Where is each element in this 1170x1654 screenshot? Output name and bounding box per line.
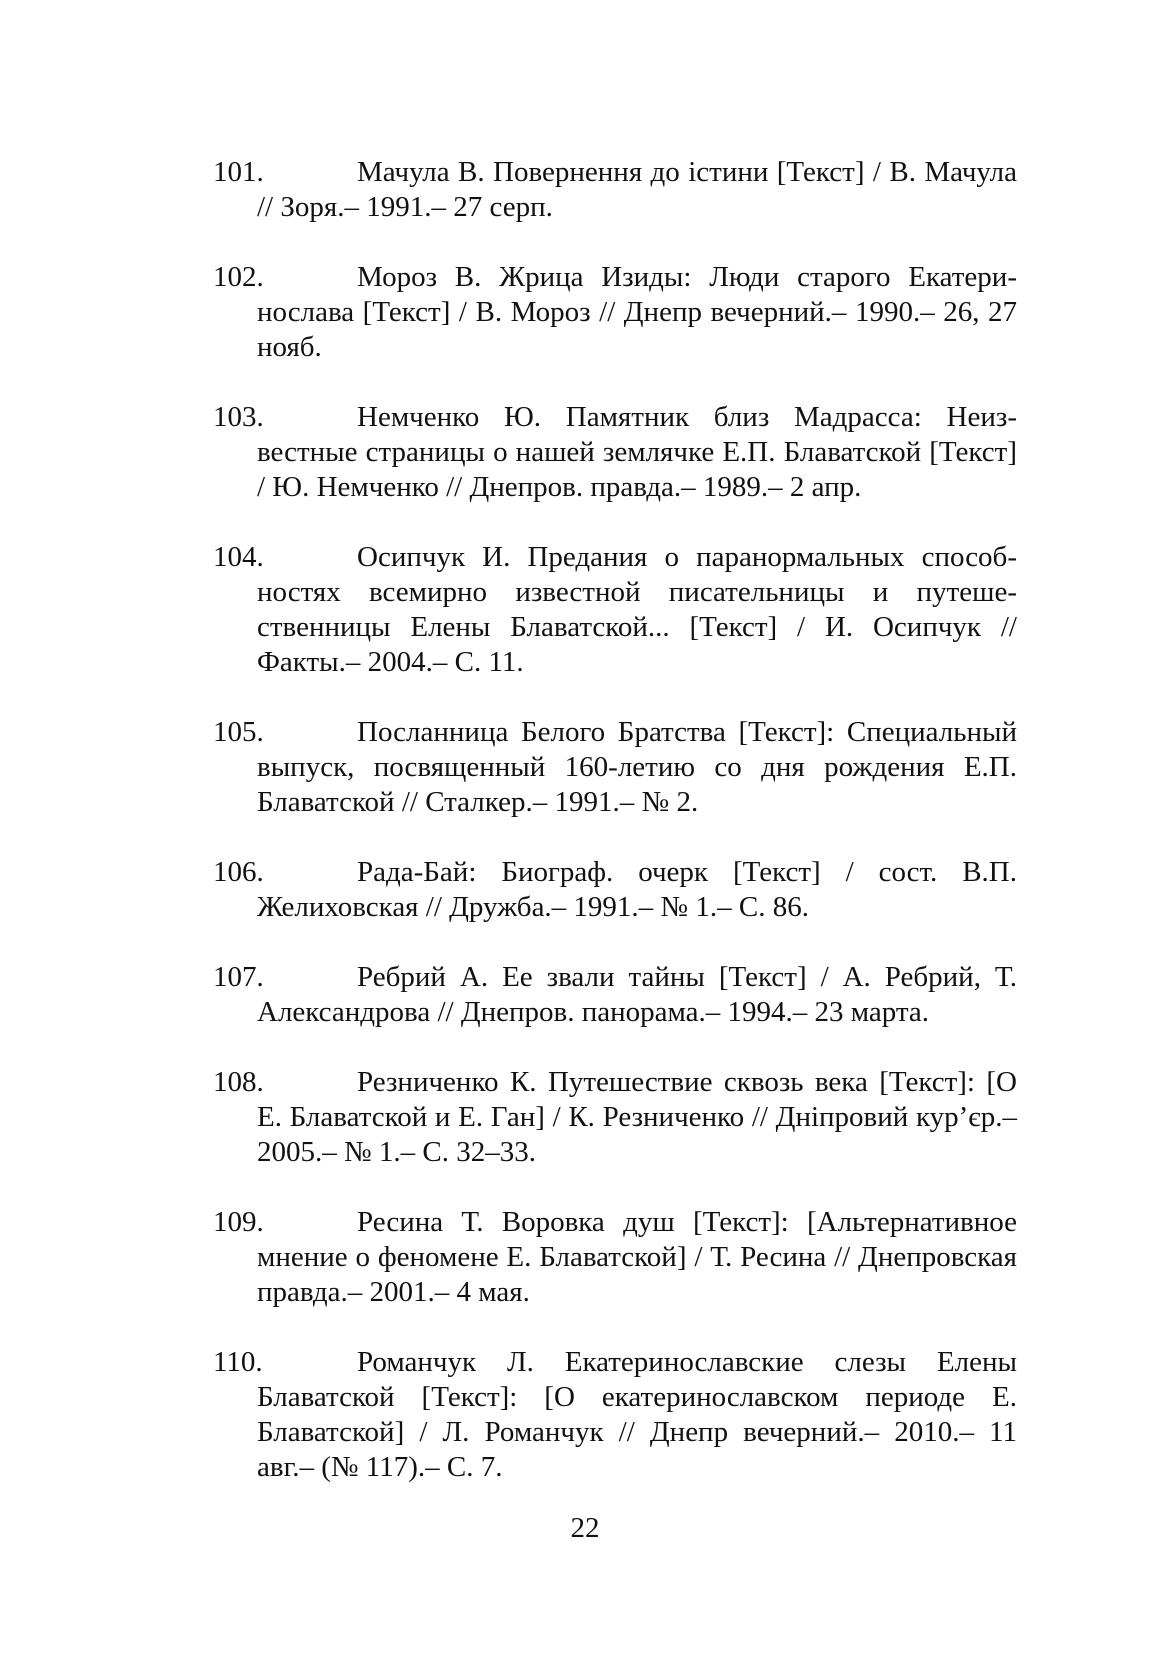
entry-number: 106. xyxy=(213,856,264,888)
bibliography-list xyxy=(213,155,1017,1520)
bibliography-entry xyxy=(213,715,1017,820)
entry-number: 101. xyxy=(213,156,264,188)
entry-number: 109. xyxy=(213,1206,264,1238)
entry-number: 110. xyxy=(213,1346,263,1378)
bibliography-entry xyxy=(213,260,1017,365)
entry-text: Немченко Ю. Памятник близ Мадрасса: Неизвестные страницы о нашей землячке Е.П. Блаватской [Текст] / Ю. Немченко // Днепров. правда.– 1989.– 2 апр. xyxy=(257,401,1017,503)
entry-number: 107. xyxy=(213,961,264,993)
bibliography-entry xyxy=(213,960,1017,1030)
entry-text: Рада-Бай: Биограф. очерк [Текст] / сост. В.П. Желиховская // Дружба.– 1991.– № 1.– С. 86. xyxy=(257,856,1017,923)
entry-number: 104. xyxy=(213,541,264,573)
entry-text: Мороз В. Жрица Изиды: Люди старого Екатеринослава [Текст] / В. Мороз // Днепр вечерний.– 1990.– 26, 27 нояб. xyxy=(257,261,1017,363)
bibliography-entry xyxy=(213,855,1017,925)
entry-number: 108. xyxy=(213,1066,264,1098)
bibliography-entry xyxy=(213,1205,1017,1310)
entry-text: Посланница Белого Братства [Текст]: Специальный выпуск, посвященный 160-летию со дня рождения Е.П. Блаватской // Сталкер.– 1991.– № 2. xyxy=(257,716,1017,818)
bibliography-entry xyxy=(213,540,1017,680)
entry-number: 105. xyxy=(213,716,264,748)
entry-text: Осипчук И. Предания о паранормальных способностях всемирно известной писательницы и путешественницы Елены Блаватской... [Текст] / И. Осипчук // Факты.– 2004.– С. 11. xyxy=(257,541,1017,678)
entry-number: 103. xyxy=(213,401,264,433)
entry-number: 102. xyxy=(213,261,264,293)
entry-text: Резниченко К. Путешествие сквозь века [Текст]: [О Е. Блаватской и Е. Ган] / К. Резниченко // Дніпровий кур’єр.– 2005.– № 1.– С. 32–33. xyxy=(257,1066,1017,1168)
bibliography-entry xyxy=(213,1345,1017,1485)
page-number: 22 xyxy=(570,1512,600,1544)
bibliography-entry xyxy=(213,400,1017,505)
entry-text: Ребрий А. Ее звали тайны [Текст] / А. Ребрий, Т. Александрова // Днепров. панорама.– 1994.– 23 марта. xyxy=(257,961,1017,1028)
entry-text: Ресина Т. Воровка душ [Текст]: [Альтернативное мнение о феномене Е. Блаватской] / Т. Ресина // Днепровская правда.– 2001.– 4 мая. xyxy=(257,1206,1017,1308)
bibliography-entry xyxy=(213,1065,1017,1170)
entry-text: Мачула В. Повернення до істини [Текст] / В. Мачула // Зоря.– 1991.– 27 серп. xyxy=(257,156,1017,223)
entry-text: Романчук Л. Екатеринославские слезы Елены Блаватской [Текст]: [О екатеринославском периоде Е. Блаватской] / Л. Романчук // Днепр вечерний.– 2010.– 11 авг.– (№ 117).– С. 7. xyxy=(257,1346,1017,1483)
bibliography-entry xyxy=(213,155,1017,225)
